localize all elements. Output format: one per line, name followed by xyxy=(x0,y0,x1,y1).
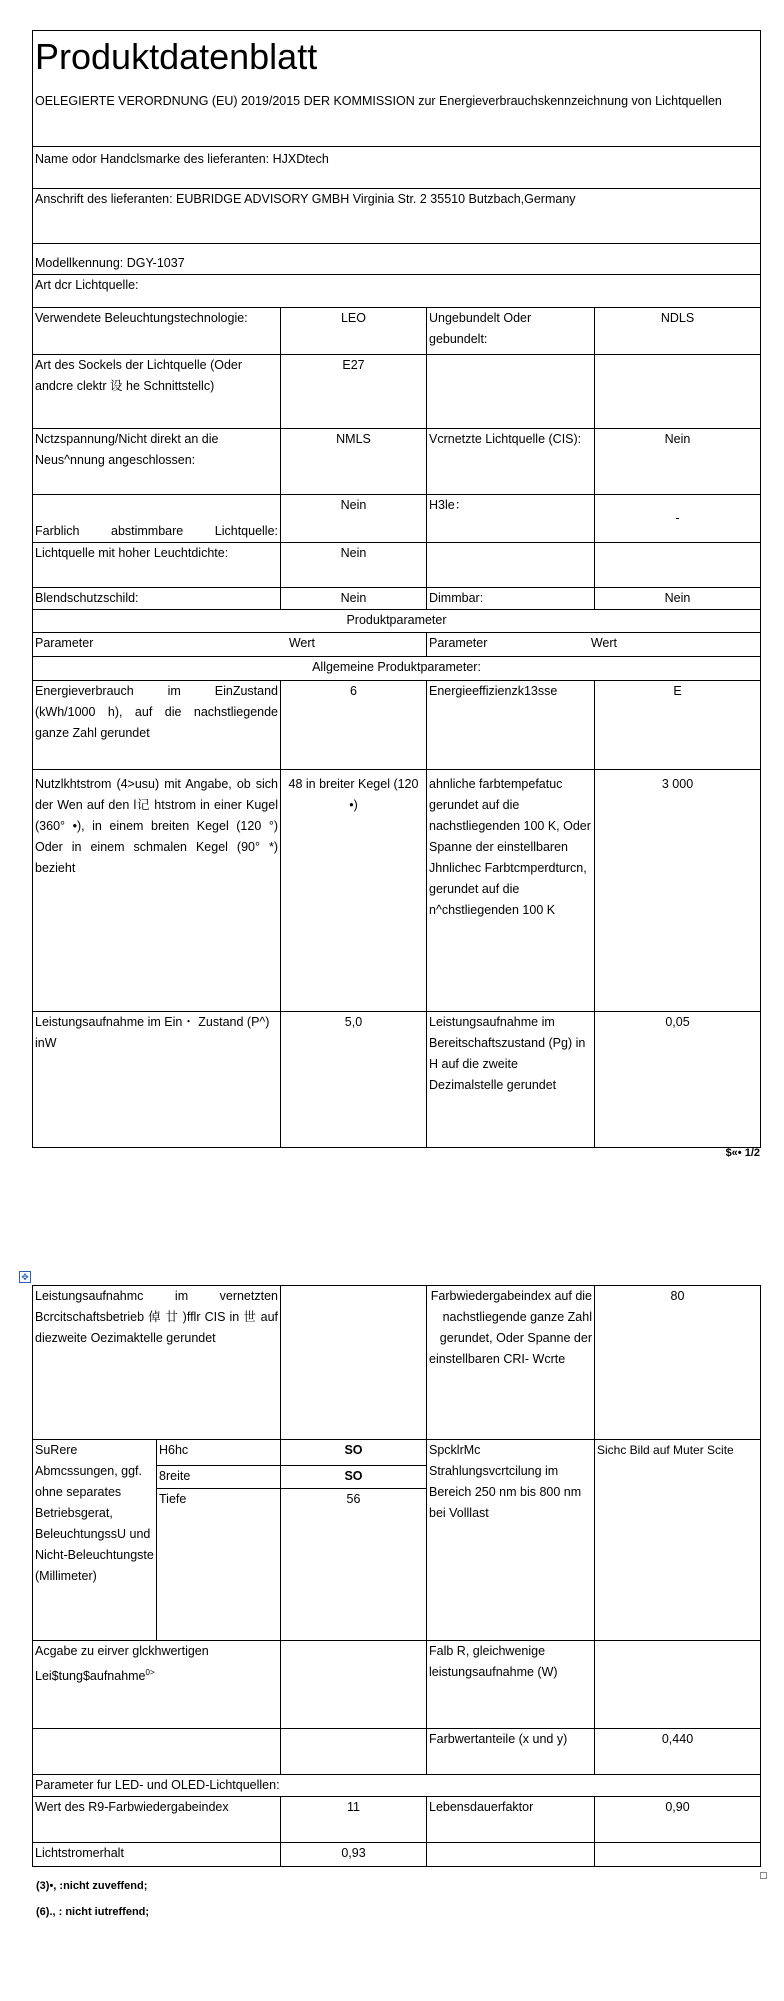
col-value-2: Wert xyxy=(590,636,618,650)
height-value: SO xyxy=(281,1440,427,1466)
supplier-name: Name odor Handclsmarke des lieferanten: HJXDtech xyxy=(33,147,761,189)
page-title: Produktdatenblatt xyxy=(35,36,318,77)
page-number: $«• 1/2 xyxy=(725,1147,760,1159)
mains-value: NMLS xyxy=(281,429,427,495)
bundled-value: NDLS xyxy=(595,308,761,355)
maintenance-label: Lichtstromerhalt xyxy=(33,1843,281,1867)
equiv-power-footnote: 0> xyxy=(145,1668,155,1677)
flux-value: 48 in breiter Kegel (120 •) xyxy=(281,770,427,1012)
color-tunable-label: Farblich abstimmbare Lichtquelle: xyxy=(33,495,281,543)
equiv-power-value xyxy=(281,1641,427,1729)
efficiency-value: E xyxy=(595,681,761,770)
table-resize-handle[interactable] xyxy=(760,1872,767,1879)
general-params-heading: Allgemeine Produktparameter: xyxy=(33,657,761,681)
color-tunable-value: Nein xyxy=(281,495,427,543)
header-cell xyxy=(33,31,761,147)
h3le-value: - xyxy=(595,495,761,543)
falb-value xyxy=(595,1641,761,1729)
dimmable-value: Nein xyxy=(595,588,761,610)
col-headers-right xyxy=(427,633,761,657)
lifetime-value: 0,90 xyxy=(595,1797,761,1843)
footnote-1: (3)•, :nicht zuveffend; xyxy=(36,1880,148,1892)
cri-value: 80 xyxy=(595,1286,761,1440)
glare-value: Nein xyxy=(281,588,427,610)
led-params-heading: Parameter fur LED- und OLED-Lichtquellen: xyxy=(33,1775,761,1797)
flux-label: Nutzlkhtstrom (4>usu) mit Angabe, ob sich der Wen auf den l记 htstrom in einer Kugel (360° •), in einem breiten Kegel (120 °) Oder in einem schmalen Kegel (90° *) bezieht xyxy=(33,770,281,1012)
r9-label: Wert des R9-Farbwiedergabeindex xyxy=(33,1797,281,1843)
col-value-1: Wert xyxy=(288,636,316,650)
networked-standby-value xyxy=(281,1286,427,1440)
col-param-2: Parameter xyxy=(429,636,488,650)
energy-value: 6 xyxy=(281,681,427,770)
standby-label: Leistungsaufnahme im Bereitschaftszustand (Pg) in H auf die zweite Dezimalstelle gerundet xyxy=(427,1012,595,1148)
chroma-value: 0,440 xyxy=(595,1729,761,1775)
dimmable-label: Dimmbar: xyxy=(427,588,595,610)
energy-label: Energieverbrauch im EinZustand (kWh/1000 h), auf die nachstliegende ganze Zahl gerundet xyxy=(33,681,281,770)
supplier-address: Anschrift des lieferanten: EUBRIDGE ADVISORY GMBH Virginia Str. 2 35510 Butzbach,Germany xyxy=(33,189,761,244)
lifetime-label: Lebensdauerfaktor xyxy=(427,1797,595,1843)
networked-standby-label: Leistungsaufnahmc im vernetzten Bcrcitschaftsbetrieb 倬 廿 )fflr CIS in 世 auf diezweite Oezimaktelle gerundet xyxy=(33,1286,281,1440)
high-luminance-value: Nein xyxy=(281,543,427,588)
depth-label: Tiefe xyxy=(157,1489,281,1641)
standby-value: 0,05 xyxy=(595,1012,761,1148)
datasheet-table-page2 xyxy=(32,1285,761,1867)
tech-label: Verwendete Beleuchtungstechnologie: xyxy=(33,308,281,355)
product-params-heading: Produktparameter xyxy=(33,610,761,633)
footnote-2: (6)., : nicht iutreffend; xyxy=(36,1906,150,1918)
bundled-label: Ungebundelt Oder gebundelt: xyxy=(427,308,595,355)
falb-label: Falb R, gleichwenige leistungsaufnahme (W) xyxy=(427,1641,595,1729)
cri-label: Farbwiedergabeindex auf die nachstliegende ganze Zahl gerundet, Oder Spanne der einstellbaren CRI- Wcrte xyxy=(427,1286,595,1440)
high-luminance-label: Lichtquelle mit hoher Leuchtdichte: xyxy=(33,543,281,588)
depth-value: 56 xyxy=(281,1489,427,1641)
socket-value: E27 xyxy=(281,355,427,429)
spectral-label: SpcklrMc Strahlungsvcrtcilung im Bereich 250 nm bis 800 nm bei Volllast xyxy=(427,1440,595,1641)
glare-label: Blendschutzschild: xyxy=(33,588,281,610)
light-source-type: Art dcr Lichtquelle: xyxy=(33,275,761,308)
move-anchor-icon[interactable]: ✥ xyxy=(19,1271,31,1283)
regulation-text: OELEGIERTE VERORDNUNG (EU) 2019/2015 DER KOMMISSION zur Energieverbrauchskennzeichnung von Lichtquellen xyxy=(35,94,722,108)
spectral-value: Sichc Bild auf Muter Scite xyxy=(595,1440,761,1641)
on-power-label: Leistungsaufnahme im Ein・ Zustand (P^) inW xyxy=(33,1012,281,1148)
height-label: H6hc xyxy=(157,1440,281,1466)
datasheet-table-page1 xyxy=(32,30,761,1148)
socket-label: Art des Sockels der Lichtquelle (Oder andcre clektr 设 he Schnittstellc) xyxy=(33,355,281,429)
r9-value: 11 xyxy=(281,1797,427,1843)
mains-label: Nctzspannung/Nicht direkt an die Neus^nnung angeschlossen: xyxy=(33,429,281,495)
col-param-1: Parameter xyxy=(35,636,94,650)
width-value: SO xyxy=(281,1466,427,1489)
cct-label: ahnliche farbtempefatuc gerundet auf die nachstliegenden 100 K, Oder Spanne der einstellbaren Jhnlichec Farbtcmperdturcn, gerundet auf die n^chstliegenden 100 K xyxy=(427,770,595,1012)
tech-value: LEO xyxy=(281,308,427,355)
width-label: 8reite xyxy=(157,1466,281,1489)
h3le-label: H3le： xyxy=(427,495,595,543)
col-headers-left xyxy=(33,633,427,657)
equiv-power-label: Acgabe zu eirver glckhwertigen Lei$tung$aufnahme xyxy=(35,1644,209,1684)
on-power-value: 5,0 xyxy=(281,1012,427,1148)
equiv-power-cell xyxy=(33,1641,281,1729)
cct-value: 3 000 xyxy=(595,770,761,1012)
dimensions-label: SuRere Abmcssungen, ggf. ohne separates Betriebsgerat, BeleuchtungssU und Nicht-Beleuchtungste (Millimeter) xyxy=(33,1440,157,1641)
efficiency-label: Energieeffizienzk13sse xyxy=(427,681,595,770)
maintenance-value: 0,93 xyxy=(281,1843,427,1867)
model-id: Modellkennung: DGY-1037 xyxy=(33,244,761,275)
chroma-label: Farbwertanteile (x und y) xyxy=(427,1729,595,1775)
cis-label: Vcrnetzte Lichtquelle (CIS): xyxy=(427,429,595,495)
cis-value: Nein xyxy=(595,429,761,495)
